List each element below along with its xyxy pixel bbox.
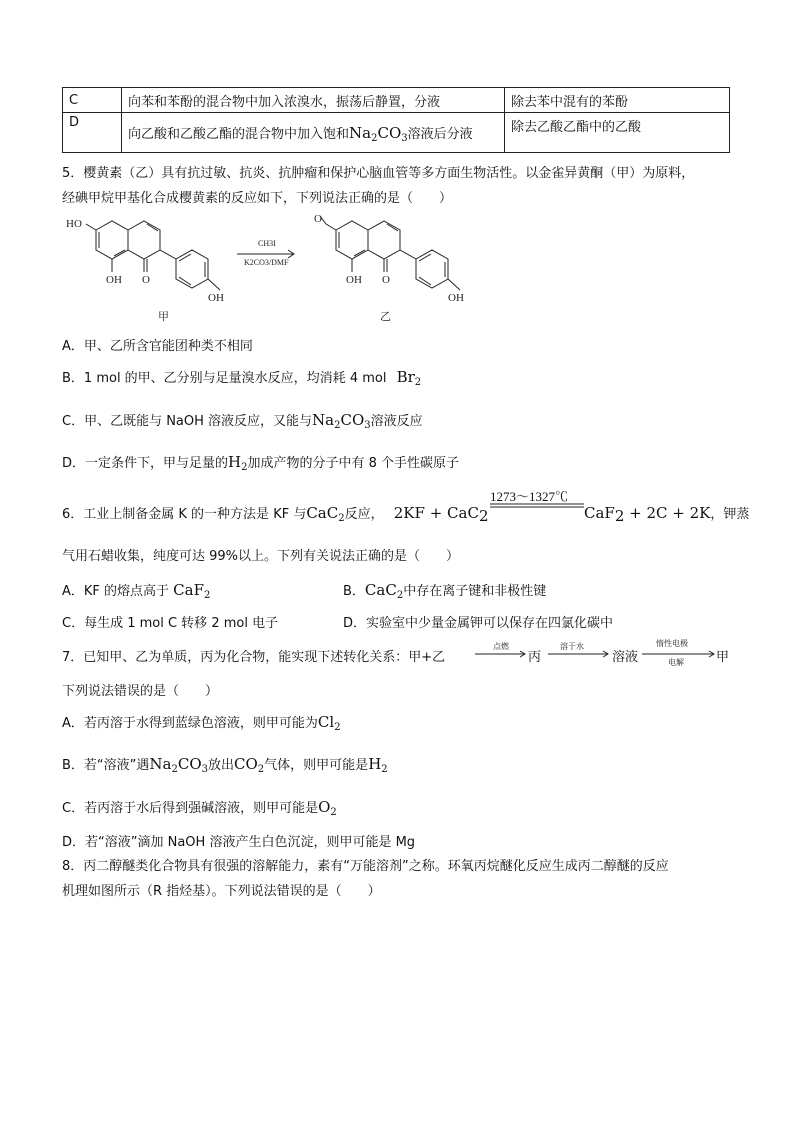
row-label: D — [63, 113, 122, 153]
row-method: 向乙酸和乙酸乙酯的混合物中加入饱和$Na_2CO_3$溶液后分液 — [122, 113, 505, 153]
reagent-bottom: K2CO3/DMF — [244, 258, 289, 267]
q6-condition: 1273～1327℃ — [490, 489, 569, 504]
q5-option-d: D．一定条件下，甲与足量的$H_2$加成产物的分子中有 8 个手性碳原子 — [62, 453, 460, 473]
svg-text:点燃: 点燃 — [493, 642, 509, 651]
q7-line2: 下列说法错误的是（ ） — [62, 684, 219, 699]
q6-option-c: C．每生成 1 mol C 转移 2 mol 电子 — [62, 616, 279, 631]
q6-option-a: A．KF 的熔点高于 CaF$_2$ — [62, 581, 211, 601]
reagent-top: CH3I — [258, 239, 276, 248]
svg-text:惰性电极: 惰性电极 — [656, 639, 688, 648]
q7-option-d: D．若“溶液”滴加 NaOH 溶液产生白色沉淀，则甲可能是 Mg — [62, 835, 416, 850]
svg-text:溶于水: 溶于水 — [560, 642, 584, 651]
q5-line2: 经碘甲烷甲基化合成樱黄素的反应如下，下列说法正确的是（ ） — [62, 191, 453, 206]
row-purpose: 除去苯中混有的苯酚 — [505, 88, 730, 113]
oh-label: OH — [448, 292, 464, 304]
q8-line2: 机理如图所示（R 指烃基）。下列说法错误的是（ ） — [62, 884, 381, 899]
q7-line1: 7．已知甲、乙为单质，丙为化合物，能实现下述转化关系：甲+乙 — [62, 650, 446, 665]
q5-option-a: A．甲、乙所含官能团种类不相同 — [62, 339, 253, 354]
row-method: 向苯和苯酚的混合物中加入浓溴水，振荡后静置，分液 — [122, 88, 505, 113]
methoxy-o-label: O — [314, 213, 322, 225]
svg-text:电解: 电解 — [668, 658, 684, 666]
q7-mid2: 溶液 — [612, 650, 639, 665]
arrow-electrolysis — [640, 636, 720, 666]
ho-label: HO — [66, 218, 82, 230]
right-compound-label: 乙 — [380, 310, 391, 323]
arrow-dissolve — [546, 640, 616, 664]
q7-option-b: B．若“溶液”遇$Na_2CO_3$放出$CO_2$气体，则甲可能是$H_2$ — [62, 755, 388, 775]
q6-eq-right: CaF$_2$ + 2C + 2K，钾蒸 — [584, 504, 750, 525]
q6-option-b: B．CaC$_2$中存在离子键和非极性键 — [343, 581, 547, 601]
oh-label: OH — [106, 274, 122, 286]
equilibrium-equals — [490, 503, 584, 509]
q6-option-d: D．实验室中少量金属钾可以保存在四氯化碳中 — [343, 616, 614, 631]
q6-line2: 气用石蜡收集，纯度可达 99%以上。下列有关说法正确的是（ ） — [62, 549, 460, 564]
q7-option-c: C．若丙溶于水后得到强碱溶液，则甲可能是$O_2$ — [62, 798, 337, 818]
row-purpose: 除去乙酸乙酯中的乙酸 — [505, 113, 730, 153]
table-row — [63, 113, 730, 153]
oh-label: OH — [346, 274, 362, 286]
q7-end: 甲 — [716, 650, 730, 665]
options-table — [62, 87, 730, 153]
q7-option-a: A．若丙溶于水得到蓝绿色溶液，则甲可能为$Cl_2$ — [62, 713, 341, 733]
carbonyl-o-label: O — [142, 274, 150, 286]
reaction-scheme — [62, 210, 482, 325]
q6-line1: 6．工业上制备金属 K 的一种方法是 KF 与CaC$_2$反应， 2KF + CaC$_2$ — [62, 504, 489, 525]
q5-option-b: B．1 mol 的甲、乙分别与足量溴水反应，均消耗 4 mol $Br_2$ — [62, 368, 422, 388]
q7-mid1: 丙 — [528, 650, 542, 665]
q5-option-c: C．甲、乙既能与 NaOH 溶液反应，又能与$Na_2CO_3$溶液反应 — [62, 411, 423, 431]
oh-label: OH — [208, 292, 224, 304]
table-row — [63, 88, 730, 113]
left-compound-label: 甲 — [158, 310, 169, 323]
row-label: C — [63, 88, 122, 113]
q8-line1: 8．丙二醇醚类化合物具有很强的溶解能力，素有“万能溶剂”之称。环氧丙烷醚化反应生成丙二醇醚的反应 — [62, 859, 669, 874]
q5-line1: 5．樱黄素（乙）具有抗过敏、抗炎、抗肿瘤和保护心脑血管等多方面生物活性。以金雀异黄酮（甲）为原料， — [62, 166, 695, 181]
carbonyl-o-label: O — [382, 274, 390, 286]
